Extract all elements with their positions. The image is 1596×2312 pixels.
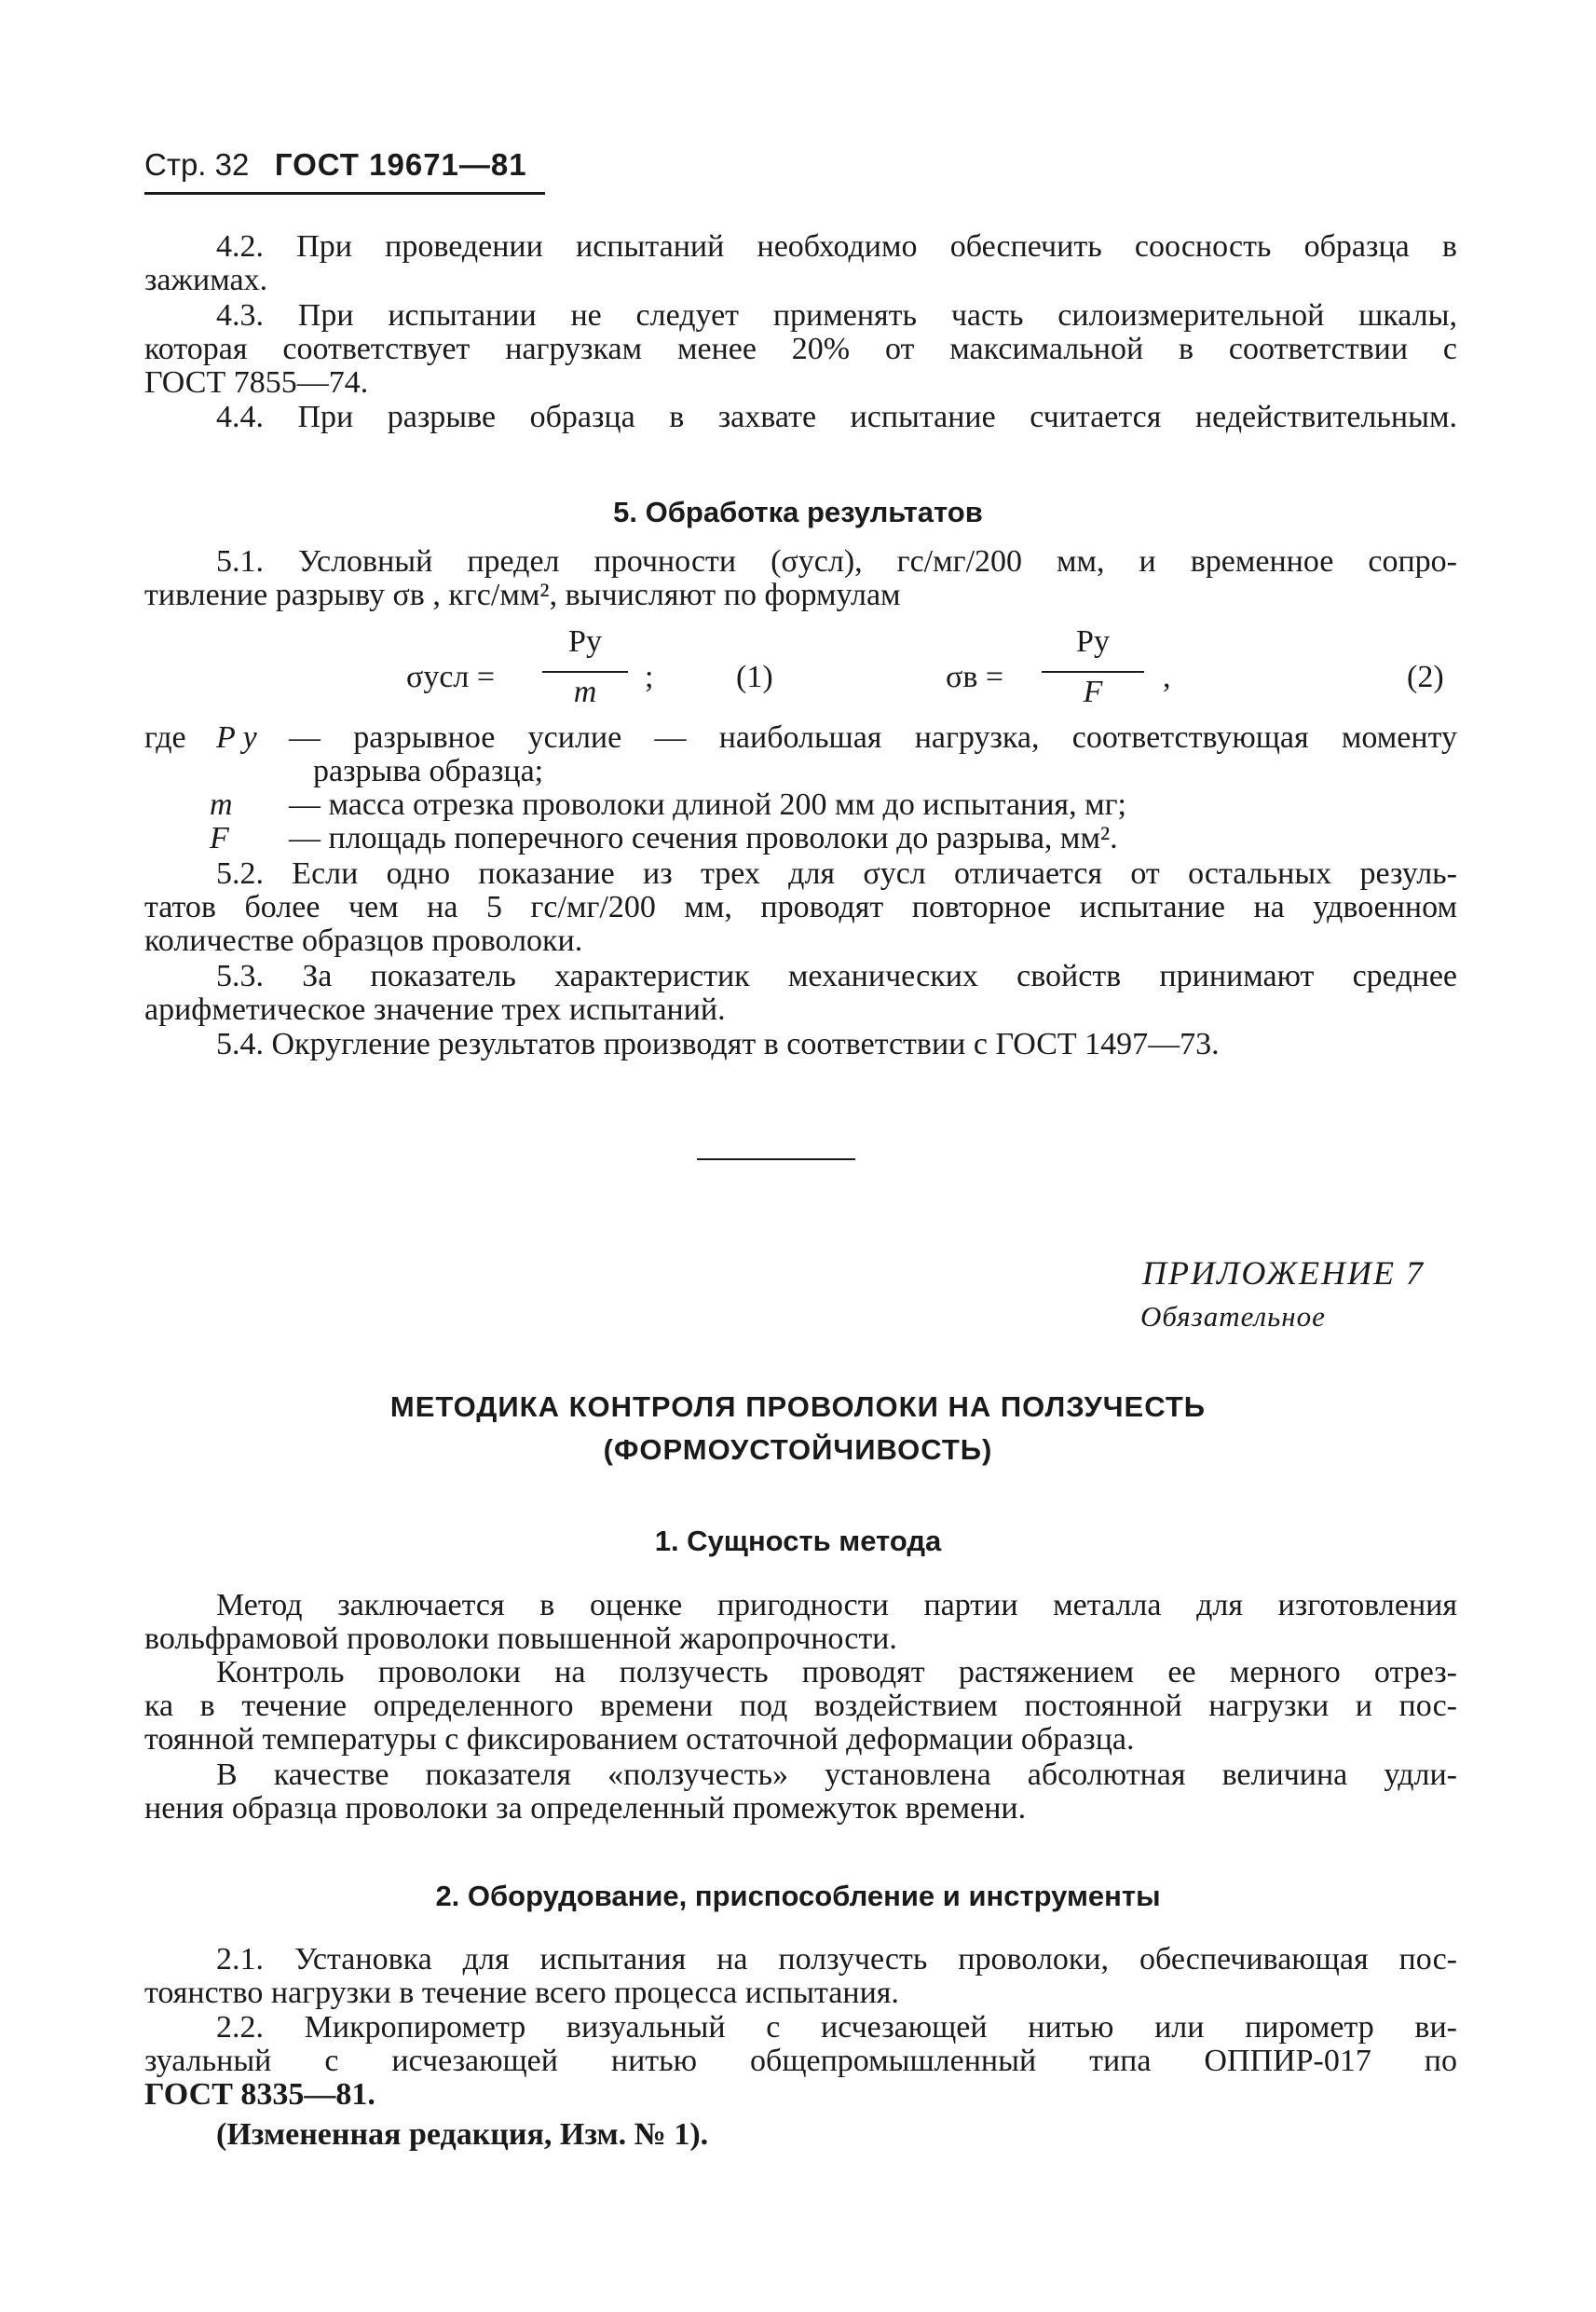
section-2-paragraph-2: 2.2. Микропирометр визуальный с исчезающей нитью или пирометр ви-	[216, 2010, 1457, 2045]
formula-2-numerator: Pу	[1076, 624, 1110, 659]
section-2-paragraph-1-cont: тоянство нагрузки в течение всего процесса испытания.	[144, 1976, 899, 2010]
section-1-paragraph-3: В качестве показателя «ползучесть» установлена абсолютная величина удли-	[216, 1758, 1457, 1792]
paragraph-4-2: 4.2. При проведении испытаний необходимо обеспечить соосность образца в	[216, 229, 1457, 264]
formula-1-lhs: σусл =	[406, 660, 496, 694]
where-m-description: — масса отрезка проволоки длиной 200 мм до испытания, мг;	[289, 787, 1126, 822]
paragraph-4-4: 4.4. При разрыве образца в захвате испытание считается недействительным.	[216, 400, 1457, 434]
section-2-paragraph-1: 2.1. Установка для испытания на ползучесть проволоки, обеспечивающая пос-	[216, 1942, 1457, 1977]
section-1-paragraph-2-end: тоянной температуры с фиксированием остаточной деформации образца.	[144, 1722, 1135, 1757]
page-header	[144, 147, 527, 183]
section-1-paragraph-1-cont: вольфрамовой проволоки повышенной жаропрочности.	[144, 1621, 897, 1656]
paragraph-4-3-end: ГОСТ 7855—74.	[144, 365, 369, 400]
amendment-note: (Измененная редакция, Изм. № 1).	[216, 2117, 709, 2152]
paragraph-5-2: 5.2. Если одно показание из трех для σусл отличается от остальных резуль-	[216, 856, 1457, 891]
where-p-description: — разрывное усилие — наибольшая нагрузка, соответствующая моменту	[289, 720, 1457, 755]
formula-1-denominator: m	[573, 675, 597, 709]
section-2-paragraph-2-end: ГОСТ 8335—81.	[144, 2077, 375, 2112]
paragraph-5-2-end: количестве образцов проволоки.	[144, 923, 583, 958]
paragraph-4-2-cont: зажимах.	[144, 263, 268, 297]
where-f-symbol: F	[210, 821, 229, 855]
paragraph-4-3: 4.3. При испытании не следует применять часть силоизмерительной шкалы,	[216, 298, 1457, 333]
where-p-description-cont: разрыва образца;	[313, 754, 544, 788]
header-rule	[144, 192, 545, 195]
where-p-symbol: P у	[216, 720, 257, 755]
formula-1-number: (1)	[736, 660, 773, 694]
formula-2-separator: ,	[1163, 660, 1171, 694]
section-2-heading: 2. Оборудование, приспособление и инструменты	[435, 1880, 1161, 1912]
section-1-paragraph-2-cont: ка в течение определенного времени под воздействием постоянной нагрузки и пос-	[144, 1689, 1457, 1723]
document-title-line-1: МЕТОДИКА КОНТРОЛЯ ПРОВОЛОКИ НА ПОЛЗУЧЕСТЬ	[389, 1390, 1207, 1423]
standard-number: ГОСТ 19671—81	[274, 147, 527, 182]
section-1-paragraph-2: Контроль проволоки на ползучесть проводят растяжением ее мерного отрез-	[216, 1655, 1457, 1690]
page-number: Стр. 32	[144, 147, 250, 182]
section-2-paragraph-2-cont: зуальный с исчезающей нитью общепромышленный типа ОППИР-017 по	[144, 2044, 1457, 2078]
appendix-subtitle: Обязательное	[1140, 1300, 1326, 1333]
paragraph-5-4: 5.4. Округление результатов производят в соответствии с ГОСТ 1497—73.	[216, 1027, 1220, 1061]
paragraph-4-3-cont: которая соответствует нагрузкам менее 20% от максимальной в соответствии с	[144, 332, 1457, 366]
paragraph-5-2-cont: татов более чем на 5 гс/мг/200 мм, проводят повторное испытание на удвоенном	[144, 890, 1457, 924]
appendix-title: ПРИЛОЖЕНИЕ 7	[1142, 1254, 1425, 1292]
section-separator	[697, 1158, 855, 1160]
section-1-heading: 1. Сущность метода	[654, 1525, 942, 1557]
formula-1-numerator: Pу	[568, 624, 602, 659]
document-title-line-2: (ФОРМОУСТОЙЧИВОСТЬ)	[603, 1433, 993, 1466]
section-1-paragraph-1: Метод заключается в оценке пригодности партии металла для изготовления	[216, 1588, 1457, 1622]
formula-2-fraction-bar	[1042, 671, 1144, 673]
formula-2-number: (2)	[1407, 660, 1444, 694]
where-m-symbol: m	[210, 787, 233, 822]
formula-1-fraction-bar	[542, 671, 628, 673]
section-5-heading: 5. Обработка результатов	[613, 496, 983, 528]
formula-2-lhs: σв =	[946, 660, 1004, 694]
paragraph-5-1: 5.1. Условный предел прочности (σусл), гс/мг/200 мм, и временное сопро-	[216, 544, 1457, 579]
paragraph-5-3-cont: арифметическое значение трех испытаний.	[144, 992, 726, 1027]
where-lead: где	[144, 720, 186, 755]
formula-2-denominator: F	[1083, 675, 1103, 709]
formula-1-separator: ;	[645, 660, 654, 694]
section-1-paragraph-3-cont: нения образца проволоки за определенный промежуток времени.	[144, 1791, 1027, 1826]
where-f-description: — площадь поперечного сечения проволоки до разрыва, мм².	[289, 821, 1118, 855]
paragraph-5-1-cont: тивление разрыву σв , кгс/мм², вычисляют по формулам	[144, 578, 901, 612]
paragraph-5-3: 5.3. За показатель характеристик механических свойств принимают среднее	[216, 959, 1457, 993]
